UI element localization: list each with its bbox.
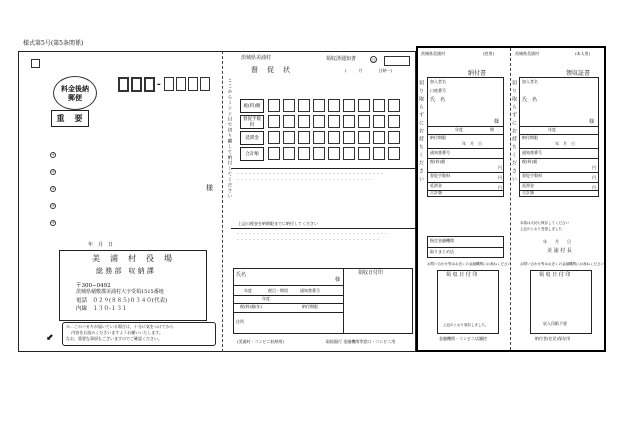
- receipt-payer: 加入者名: [522, 79, 538, 84]
- receipt-yen-3: 円: [592, 185, 596, 190]
- digit-cell[interactable]: [313, 99, 325, 112]
- office-dept: 総 務 部 収 納 課: [96, 267, 154, 275]
- digit-cell[interactable]: [358, 115, 370, 128]
- notice-line-2: 内容をお読みくださいますようお願いいたします。: [66, 330, 163, 335]
- receipt-stamp-note: 収入印紙不要: [543, 321, 567, 326]
- payslip-yen-2: 円: [498, 175, 502, 180]
- important-badge: 重 要: [51, 110, 89, 127]
- payslip-item-4: 延滞金: [430, 183, 442, 188]
- mid-title: 督 促 状: [251, 66, 291, 74]
- official-seal-icon: 公: [371, 57, 376, 62]
- payslip-payer: 加入者名: [430, 79, 446, 84]
- mid-foot-right: 取扱銀行 金融機関等窓口・コンビニ用: [326, 339, 396, 344]
- notice-stamp-box: [384, 56, 410, 66]
- vertical-instruction: ここからミシン目で切り離して納付してください: [227, 78, 232, 199]
- fold-line: [222, 51, 223, 352]
- corner-checkbox[interactable]: [31, 59, 40, 68]
- digit-cell[interactable]: [358, 147, 370, 160]
- receipt-office: 美 浦 村 長: [547, 248, 572, 254]
- digit-cell[interactable]: [343, 99, 355, 112]
- receipt-stamp-label: 領 収 日 付 印: [539, 272, 571, 278]
- payslip-header-left: 茨城県美浦村: [421, 51, 445, 56]
- notice-line-1: ※...このハガキが届いている場合は，十分に気をつけてから: [66, 324, 174, 329]
- digit-cell[interactable]: [343, 115, 355, 128]
- digit-cell[interactable]: [388, 115, 400, 128]
- receipt-note-1: 本紙は大切に保存してください: [520, 221, 569, 225]
- digit-cell[interactable]: [358, 99, 370, 112]
- payslip-item-0: 納付期限: [430, 135, 446, 140]
- receipt-yen-2: 円: [592, 175, 596, 180]
- digit-cell[interactable]: [343, 131, 355, 144]
- receipt-note-3: お問い合わせ等はお近くの金融機関にお尋ねください: [520, 262, 604, 266]
- mid-divider-2: [231, 228, 416, 229]
- receipt-year: 年度: [548, 127, 556, 132]
- mid-fineprint-4: ・・・・・・・・・・・・・・・・・・・・・・・・・・・・・・・・・・・・: [236, 237, 380, 242]
- digit-cell[interactable]: [373, 147, 385, 160]
- mid-divider: [231, 168, 416, 169]
- digit-cell[interactable]: [373, 99, 385, 112]
- sender-date: 年 月 日: [88, 242, 114, 248]
- digit-cell[interactable]: [298, 115, 310, 128]
- mid-note-1: 上記の税金を納期限までに納付してください: [238, 221, 318, 226]
- receipt-item-1: 通知書番号: [522, 150, 542, 155]
- digit-cell[interactable]: [328, 99, 340, 112]
- digit-cell[interactable]: [328, 147, 340, 160]
- mid-year-label: 年度: [244, 288, 252, 293]
- payslip-note: お問い合わせ等はお近くの金融機関にお尋ねください: [427, 262, 511, 266]
- office-zip: 〒300−0492: [76, 283, 111, 289]
- mid-kind-label: 税目・期別: [268, 288, 288, 293]
- digit-cell[interactable]: [283, 99, 295, 112]
- office-address: 茨城県稲敷郡美浦村大字受領1515番地: [76, 289, 164, 295]
- corner-arrow-icon: ⬋: [46, 333, 54, 343]
- payslip-item-1: 通知書番号: [430, 150, 450, 155]
- digit-cell[interactable]: [268, 99, 280, 112]
- mid-receipt-date: 領収日付印: [358, 270, 384, 276]
- receipt-title: 領収証書: [566, 70, 591, 77]
- payslip-vertical: 切り取らずにお持ちください: [418, 80, 424, 184]
- payslip-title: 納付書: [468, 70, 487, 77]
- digit-cell[interactable]: [298, 99, 310, 112]
- mid-sama: 様: [335, 277, 341, 283]
- payslip-item-2: 税(料)額: [430, 159, 446, 164]
- mid-notice-no: 通知書番号: [300, 288, 320, 293]
- receipt-item-0: 納付期限: [522, 135, 538, 140]
- receipt-footer: 納付者(住民)保存用: [535, 336, 571, 341]
- digit-cell[interactable]: [388, 147, 400, 160]
- mid-fineprint-2: ・・・・・・・・・・・・・・・・・・・・・・・・・・・・・・・・・・: [236, 177, 372, 182]
- mid-nendo: 年度: [262, 296, 270, 301]
- digit-cell[interactable]: [373, 115, 385, 128]
- receipt-item-5: 合計額: [522, 190, 534, 195]
- mid-name-label: 氏名: [236, 272, 247, 278]
- payslip-item-3: 督促手数料: [430, 173, 450, 178]
- payslip-sama: 様: [494, 119, 500, 125]
- digit-cell[interactable]: [268, 115, 280, 128]
- payslip-account: 口座番号: [430, 88, 446, 93]
- mid-village: 茨城県美浦村: [241, 55, 272, 61]
- payslip-name: 氏 名: [430, 97, 446, 103]
- payslip-stamp-note: 上記のとおり領収しました。: [443, 323, 489, 327]
- receipt-vertical: 切り取らずにお持ちください: [511, 80, 517, 184]
- digit-cell[interactable]: [358, 131, 370, 144]
- receipt-name: 氏 名: [522, 97, 538, 103]
- payslip-stamp-label: 領 収 日 付 印: [446, 272, 478, 278]
- digit-cell[interactable]: [313, 115, 325, 128]
- digit-cell[interactable]: [268, 147, 280, 160]
- office-name: 美 浦 村 役 場: [92, 254, 173, 263]
- receipt-yen-1: 円: [592, 165, 596, 170]
- payslip-item-5: 合計額: [430, 190, 442, 195]
- payslip-bank: 指定金融機関: [430, 238, 454, 243]
- office-extension: 内線 １３０-１３１: [76, 306, 128, 312]
- receipt-sama: 様: [589, 119, 595, 125]
- receipt-header-left: 茨城県美浦村: [515, 51, 539, 56]
- form-id: 様式第5号(第5条関係): [23, 40, 84, 47]
- mid-due-date: 納付期限: [302, 304, 318, 309]
- digit-cell[interactable]: [283, 147, 295, 160]
- receipt-item-3: 督促手数料: [522, 173, 542, 178]
- digit-cell[interactable]: [328, 115, 340, 128]
- receipt-header-right: (本人用): [575, 51, 591, 56]
- payslip-handling: 取りまとめ店: [430, 249, 454, 254]
- mid-foot-left: (美浦村・コンビニ収納用): [237, 339, 285, 344]
- digit-cell[interactable]: [388, 131, 400, 144]
- office-phone: 電話 ０２９(８８５)０３４０(代表): [76, 298, 168, 304]
- payslip-yen-1: 円: [498, 165, 502, 170]
- receipt-item-2: 税(料)額: [522, 159, 538, 164]
- digit-cell[interactable]: [313, 131, 325, 144]
- mid-fineprint-3: ・・・・・・・・・・・・・・・・・・・・・・・・・・・・・・・・・・・・・・: [236, 231, 388, 236]
- digit-cell[interactable]: [268, 131, 280, 144]
- receipt-note-2: 上記のとおり受領しました: [520, 227, 562, 231]
- pay-date-paren: ( 月 日納一): [345, 68, 393, 73]
- mid-address-label: 住所: [236, 319, 244, 324]
- notice-line-3: なお，重要な事項もございますのでご確認ください。: [66, 336, 162, 341]
- digit-cell[interactable]: [373, 131, 385, 144]
- payslip-header-right: (控用): [483, 51, 495, 56]
- addressee-suffix: 様: [206, 184, 213, 192]
- digit-cell[interactable]: [313, 147, 325, 160]
- postage-mark: 料金後納 郵便: [53, 76, 97, 110]
- payslip-footer: 金融機関・コンビニ店舗控: [439, 336, 487, 341]
- mid-receipt-block: [233, 268, 413, 334]
- mid-fineprint: ・・・・・・・・・・・・・・・・・・・・・・・・・・・・・・・・・・・・・: [236, 171, 384, 176]
- digit-cell[interactable]: [388, 99, 400, 112]
- payslip-period: 期: [490, 127, 494, 132]
- digit-cell[interactable]: [283, 115, 295, 128]
- digit-cells[interactable]: [268, 99, 416, 161]
- payslip-yen-3: 円: [498, 185, 502, 190]
- mid-tax-amount: 税(料)額(年): [240, 304, 263, 309]
- payslip-date: 年 月 日: [462, 141, 482, 146]
- digit-cell[interactable]: [298, 131, 310, 144]
- digit-cell[interactable]: [298, 147, 310, 160]
- digit-cell[interactable]: [343, 147, 355, 160]
- receipt-date: 年 月 日: [555, 141, 575, 146]
- receipt-item-4: 延滞金: [522, 183, 534, 188]
- notice-label: 領収済通知書: [326, 56, 357, 62]
- receipt-date-line: 年 月 日: [543, 239, 571, 244]
- digit-cell[interactable]: [283, 131, 295, 144]
- digit-cell[interactable]: [328, 131, 340, 144]
- payslip-year: 年度: [455, 127, 463, 132]
